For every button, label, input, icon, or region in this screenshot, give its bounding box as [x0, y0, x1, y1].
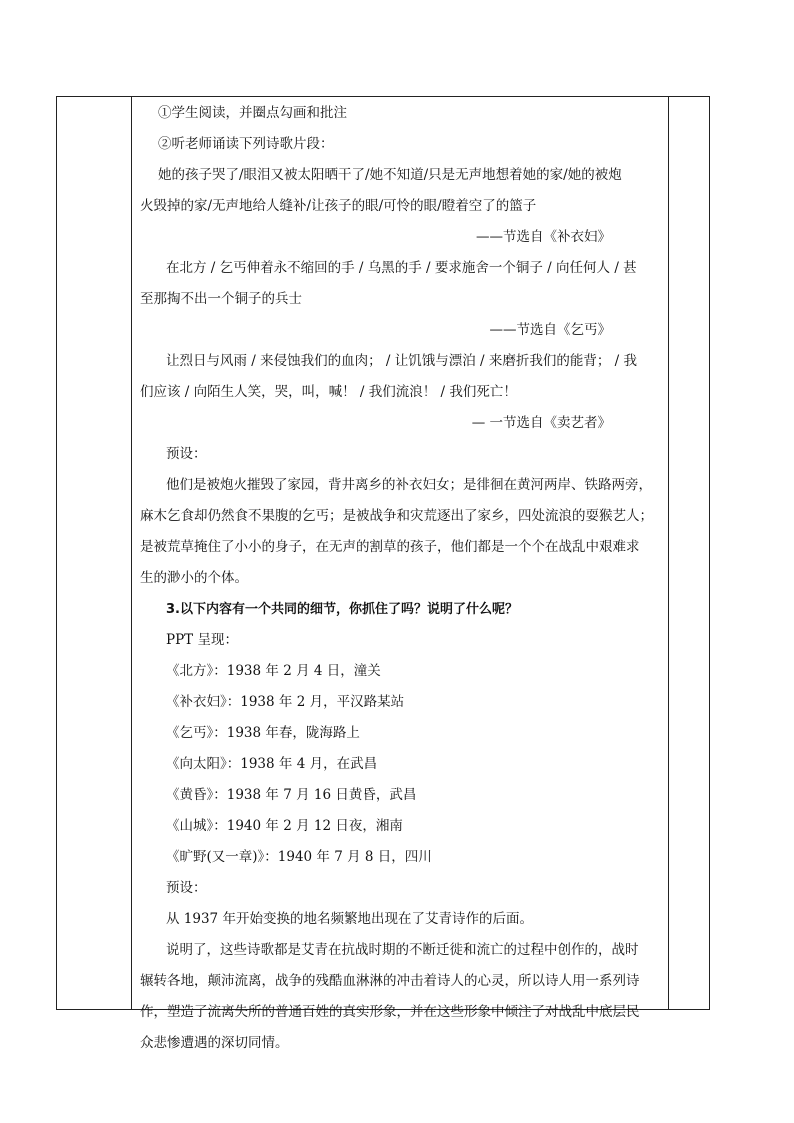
conclusion-line-1: 从 1937 年开始变换的地名频繁地出现在了艾青诗作的后面。	[166, 911, 533, 927]
step-2: ②听老师诵读下列诗歌片段：	[158, 136, 334, 152]
poem-date-kuangye: 《旷野(又一章)》：1940 年 7 月 8 日，四川	[166, 849, 432, 865]
analysis-line-1: 他们是被炮火摧毁了家园，背井离乡的补衣妇女；是徘徊在黄河两岸、铁路两旁，	[166, 477, 652, 493]
poem-date-qigai: 《乞丐》：1938 年春，陇海路上	[166, 725, 360, 741]
preset-label-1: 预设：	[166, 446, 207, 462]
poem-source-3: — 一节选自《卖艺者》	[471, 415, 611, 431]
analysis-line-3: 是被荒草掩住了小小的身子，在无声的割草的孩子，他们都是一个个在战乱中艰难求	[140, 539, 640, 555]
poem-excerpt-2-line-2: 至那掏不出一个铜子的兵士	[140, 291, 302, 307]
poem-excerpt-3-line-2: 们应该 / 向陌生人笑，哭，叫，喊！ / 我们流浪！ / 我们死亡！	[140, 384, 517, 400]
poem-date-buyifu: 《补衣妇》：1938 年 2 月，平汉路某站	[166, 694, 405, 710]
poem-source-2: ——节选自《乞丐》	[489, 322, 611, 338]
question-3: 3.以下内容有一个共同的细节，你抓住了吗？说明了什么呢？	[166, 602, 518, 617]
poem-excerpt-2-line-1: 在北方 / 乞丐伸着永不缩回的手 / 乌黑的手 / 要求施舍一个铜子 / 向任何人 / 甚	[166, 260, 637, 276]
table-column-divider-left	[131, 97, 132, 1009]
lesson-content	[140, 98, 665, 1059]
poem-excerpt-3-line-1: 让烈日与风雨 / 来侵蚀我们的血肉； / 让饥饿与漂泊 / 来磨折我们的能背； / 我	[166, 353, 638, 369]
poem-date-huanghun: 《黄昏》：1938 年 7 月 16 日黄昏，武昌	[166, 787, 417, 803]
explanation-line-1: 说明了，这些诗歌都是艾青在抗战时期的不断迁徙和流亡的过程中创作的，战时	[166, 942, 639, 958]
poem-date-shancheng: 《山城》：1940 年 2 月 12 日夜，湘南	[166, 818, 403, 834]
step-1: ①学生阅读，并圈点勾画和批注	[158, 105, 347, 121]
explanation-line-4: 众悲惨遭遇的深切同情。	[140, 1035, 289, 1051]
poem-date-beifang: 《北方》：1938 年 2 月 4 日，潼关	[166, 663, 381, 679]
table-column-divider-right	[668, 97, 669, 1009]
preset-label-2: 预设：	[166, 880, 207, 896]
explanation-line-2: 辗转各地，颠沛流离，战争的残酷血淋淋的冲击着诗人的心灵，所以诗人用一系列诗	[140, 973, 640, 989]
analysis-line-4: 生的渺小的个体。	[140, 570, 248, 586]
poem-source-1: ——节选自《补衣妇》	[476, 229, 611, 245]
analysis-line-2: 麻木乞食却仍然食不果腹的乞丐；是被战争和灾荒逐出了家乡，四处流浪的耍猴艺人；	[140, 508, 653, 524]
poem-excerpt-1-line-1: 她的孩子哭了/眼泪又被太阳晒干了/她不知道/只是无声地想着她的家/她的被炮	[158, 167, 622, 183]
poem-excerpt-1-line-2: 火毁掉的家/无声地给人缝补/让孩子的眼/可怜的眼/瞪着空了的篮子	[140, 198, 537, 214]
ppt-label: PPT 呈现：	[166, 632, 238, 648]
poem-date-xiangtaiyang: 《向太阳》：1938 年 4 月，在武昌	[166, 756, 378, 772]
explanation-line-3: 作，塑造了流离失所的普通百姓的真实形象，并在这些形象中倾注了对战乱中底层民	[140, 1004, 640, 1020]
